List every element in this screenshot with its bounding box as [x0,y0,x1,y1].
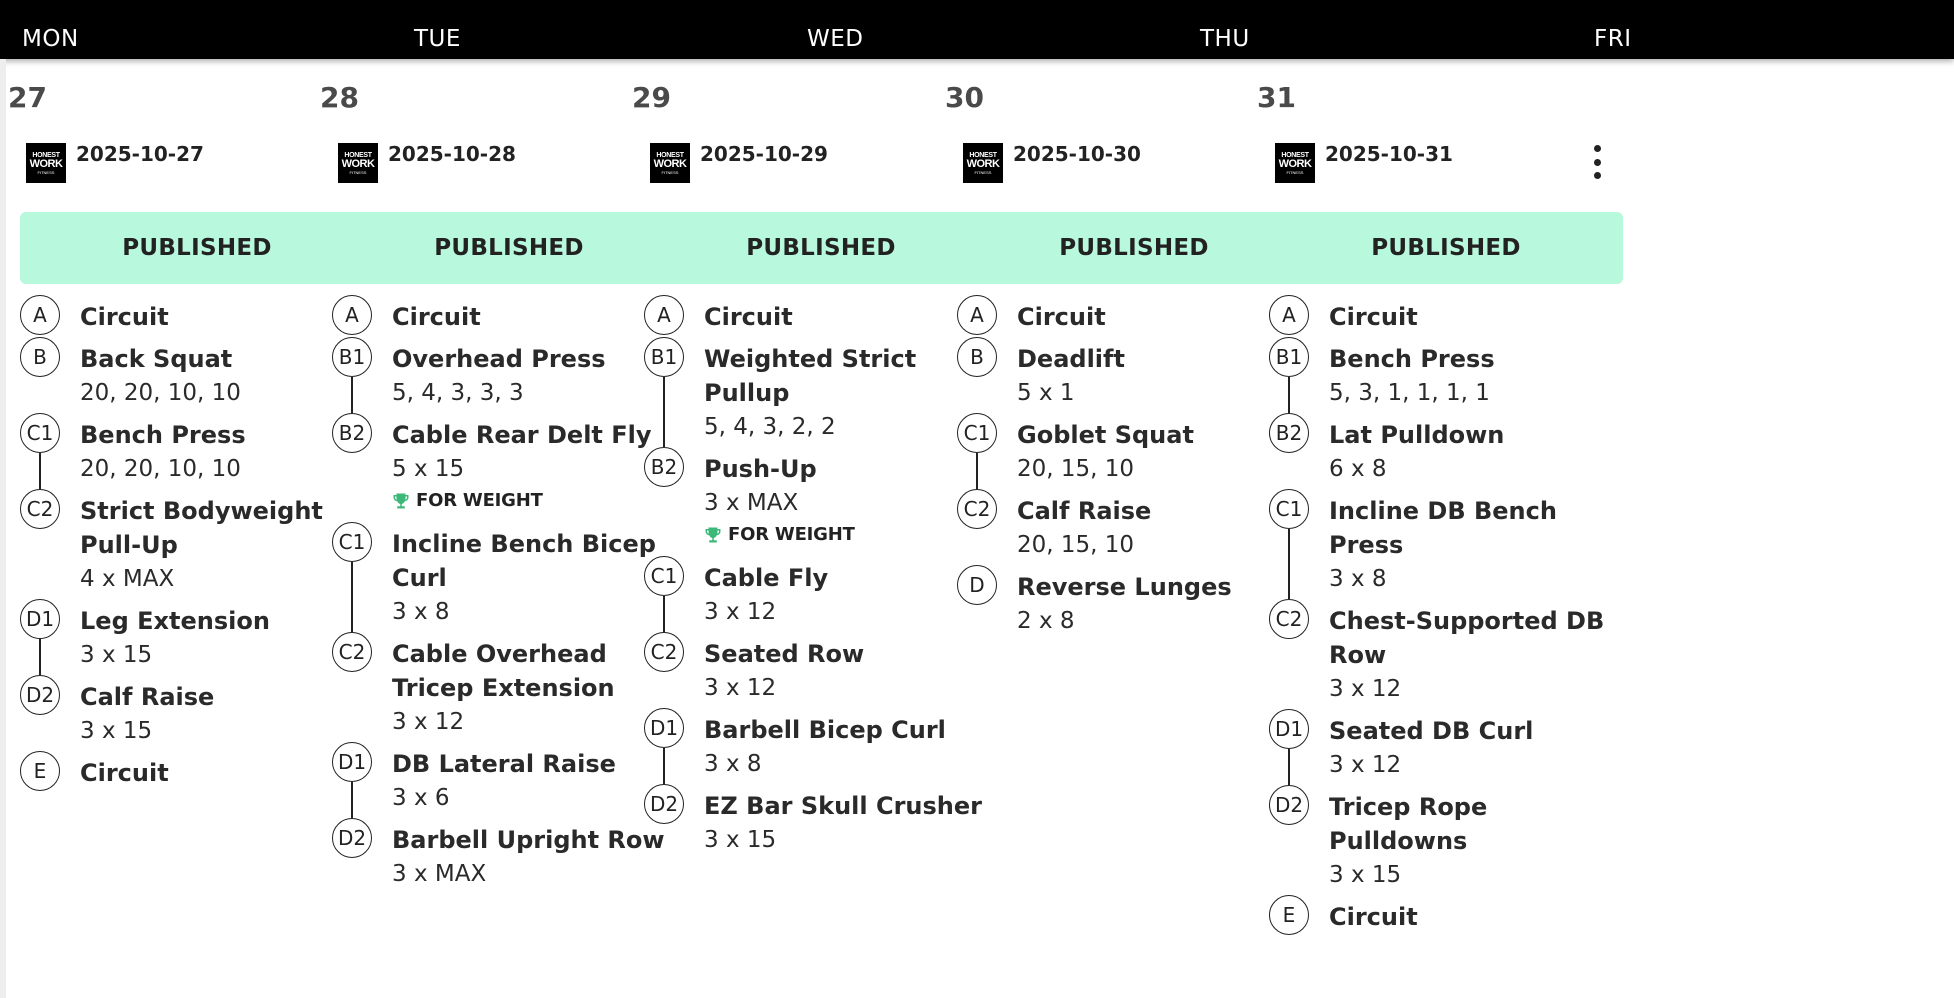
exercise-name[interactable]: Seated DB Curl [1329,717,1534,745]
exercise-name[interactable]: Strict Bodyweight Pull-Up [80,497,323,559]
exercise-name[interactable]: Incline DB Bench Press [1329,497,1557,559]
brand-logo [26,143,66,183]
logo-text: HONEST [969,151,997,159]
exercise-badge: E [20,751,60,791]
exercise-badge: B2 [332,413,372,453]
exercise-name[interactable]: Circuit [80,303,169,331]
superset-connector [663,377,665,447]
exercise-sets: 3 x 8 [392,599,450,625]
logo-text: WORK [966,157,1000,170]
exercise-badge: D [957,565,997,605]
exercise-name[interactable]: Goblet Squat [1017,421,1194,449]
exercise-name[interactable]: Incline Bench Bicep Curl [392,530,656,592]
day-number: 28 [320,81,359,114]
day-number: 30 [945,81,984,114]
trophy-icon [704,526,722,544]
exercise-sets: 5 x 15 [392,456,465,482]
exercise-sets: 3 x 15 [80,718,153,744]
kebab-dot [1594,159,1601,166]
exercise-sets: 5, 3, 1, 1, 1, 1 [1329,380,1490,406]
exercise-name[interactable]: Circuit [1017,303,1106,331]
exercise-badge: C2 [1269,599,1309,639]
brand-logo [963,143,1003,183]
exercise-sets: 3 x 12 [1329,752,1402,778]
exercise-badge: B [20,337,60,377]
logo-text: HONEST [656,151,684,159]
exercise-name[interactable]: Deadlift [1017,345,1125,373]
exercise-badge: B1 [332,337,372,377]
superset-connector [39,453,41,489]
weekday-label: TUE [414,26,461,52]
exercise-name[interactable]: Leg Extension [80,607,270,635]
exercise-sets: 3 x 12 [704,675,777,701]
exercise-name[interactable]: Tricep Rope Pulldowns [1329,793,1488,855]
logo-text: FITNESS [37,169,55,175]
weekday-label: WED [807,26,864,52]
exercise-name[interactable]: Circuit [80,759,169,787]
logo-text: FITNESS [974,169,992,175]
workout-date: 2025-10-29 [700,142,828,166]
exercise-sets: 3 x 12 [392,709,465,735]
exercise-badge: B2 [1269,413,1309,453]
exercise-name[interactable]: Seated Row [704,640,865,668]
status-published-button[interactable]: PUBLISHED [20,212,374,284]
exercise-name[interactable]: Bench Press [1329,345,1495,373]
status-published-button[interactable]: PUBLISHED [332,212,686,284]
exercise-name[interactable]: Back Squat [80,345,233,373]
exercise-name[interactable]: Calf Raise [1017,497,1152,525]
day-column-fri [1257,59,1637,998]
exercise-badge: D1 [332,742,372,782]
superset-connector [351,562,353,632]
exercise-badge: C1 [644,556,684,596]
superset-connector [976,453,978,489]
kebab-dot [1594,172,1601,179]
exercise-badge: D2 [332,818,372,858]
exercise-badge: C1 [1269,489,1309,529]
logo-text: HONEST [32,151,60,159]
kebab-dot [1594,145,1601,152]
trophy-icon [392,492,410,510]
weekday-label: FRI [1594,26,1632,52]
exercise-badge: C1 [20,413,60,453]
exercise-badge: A [644,295,684,335]
exercise-sets: 3 x MAX [392,861,487,887]
exercise-sets: 3 x 12 [704,599,777,625]
exercise-sets: 20, 15, 10 [1017,456,1135,482]
exercise-sets: 20, 15, 10 [1017,532,1135,558]
exercise-badge: A [332,295,372,335]
exercise-badge: C2 [332,632,372,672]
exercise-sets: 6 x 8 [1329,456,1387,482]
exercise-sets: 5, 4, 3, 2, 2 [704,414,836,440]
workout-date: 2025-10-31 [1325,142,1453,166]
week-header [0,0,1954,59]
exercise-sets: 3 x 15 [1329,862,1402,888]
exercise-badge: A [1269,295,1309,335]
logo-text: WORK [1278,157,1312,170]
for-weight-tag [392,490,543,511]
exercise-name[interactable]: Cable Overhead Tricep Extension [392,640,615,702]
exercise-badge: B [957,337,997,377]
exercise-name[interactable]: Barbell Bicep Curl [704,716,946,744]
superset-connector [351,377,353,413]
brand-logo [338,143,378,183]
logo-text: HONEST [1281,151,1309,159]
exercise-sets: 3 x 15 [704,827,777,853]
brand-logo [650,143,690,183]
day-number: 31 [1257,81,1296,114]
exercise-badge: D2 [644,784,684,824]
exercise-name[interactable]: Cable Rear Delt Fly [392,421,652,449]
logo-text: WORK [29,157,63,170]
exercise-sets: 2 x 8 [1017,608,1075,634]
day-number: 27 [8,81,47,114]
exercise-badge: D2 [1269,785,1309,825]
exercise-badge: C2 [20,489,60,529]
exercise-name[interactable]: Weighted Strict Pullup [704,345,917,407]
exercise-badge: C2 [644,632,684,672]
for-weight-tag [704,524,855,545]
exercise-name[interactable]: Bench Press [80,421,246,449]
logo-text: FITNESS [349,169,367,175]
workout-date: 2025-10-28 [388,142,516,166]
day-number: 29 [632,81,671,114]
exercise-name[interactable]: Circuit [1329,903,1418,931]
exercise-badge: D2 [20,675,60,715]
status-published-button[interactable]: PUBLISHED [1269,212,1623,284]
exercise-badge: D1 [644,708,684,748]
exercise-name[interactable]: Calf Raise [80,683,215,711]
workout-date: 2025-10-27 [76,142,204,166]
exercise-name[interactable]: Chest-Supported DB Row [1329,607,1605,669]
superset-connector [1288,529,1290,599]
exercise-name[interactable]: Overhead Press [392,345,606,373]
workout-date: 2025-10-30 [1013,142,1141,166]
exercise-badge: A [20,295,60,335]
for-weight-label: FOR WEIGHT [416,490,543,511]
exercise-name[interactable]: Circuit [392,303,481,331]
exercise-name[interactable]: DB Lateral Raise [392,750,616,778]
exercise-sets: 3 x 15 [80,642,153,668]
exercise-name[interactable]: Reverse Lunges [1017,573,1232,601]
exercise-name[interactable]: Circuit [704,303,793,331]
exercise-name[interactable]: Lat Pulldown [1329,421,1505,449]
logo-text: WORK [653,157,687,170]
exercise-badge: C2 [957,489,997,529]
logo-text: FITNESS [661,169,679,175]
exercise-name[interactable]: Barbell Upright Row [392,826,665,854]
exercise-badge: B2 [644,447,684,487]
more-options-icon[interactable] [1587,143,1607,181]
exercise-badge: B1 [1269,337,1309,377]
exercise-badge: B1 [644,337,684,377]
superset-connector [1288,377,1290,413]
superset-connector [663,596,665,632]
for-weight-label: FOR WEIGHT [728,524,855,545]
exercise-name[interactable]: Circuit [1329,303,1418,331]
exercise-sets: 4 x MAX [80,566,175,592]
exercise-sets: 5, 4, 3, 3, 3 [392,380,524,406]
logo-text: FITNESS [1286,169,1304,175]
exercise-sets: 3 x 8 [704,751,762,777]
weekday-label: THU [1200,26,1250,52]
exercise-badge: D1 [20,599,60,639]
brand-logo [1275,143,1315,183]
exercise-sets: 3 x 6 [392,785,450,811]
logo-text: HONEST [344,151,372,159]
superset-connector [351,782,353,818]
exercise-sets: 3 x MAX [704,490,799,516]
status-published-button[interactable]: PUBLISHED [957,212,1311,284]
superset-connector [663,748,665,784]
exercise-badge: E [1269,895,1309,935]
status-published-button[interactable]: PUBLISHED [644,212,998,284]
logo-text: WORK [341,157,375,170]
exercise-sets: 3 x 12 [1329,676,1402,702]
exercise-sets: 20, 20, 10, 10 [80,380,241,406]
exercise-sets: 5 x 1 [1017,380,1075,406]
weekday-label: MON [22,26,79,52]
exercise-badge: D1 [1269,709,1309,749]
exercise-name[interactable]: EZ Bar Skull Crusher [704,792,982,820]
exercise-sets: 20, 20, 10, 10 [80,456,241,482]
exercise-badge: C1 [332,522,372,562]
superset-connector [39,639,41,675]
exercise-sets: 3 x 8 [1329,566,1387,592]
superset-connector [1288,749,1290,785]
exercise-name[interactable]: Push-Up [704,455,817,483]
left-divider [0,59,6,998]
exercise-badge: A [957,295,997,335]
exercise-name[interactable]: Cable Fly [704,564,829,592]
exercise-badge: C1 [957,413,997,453]
